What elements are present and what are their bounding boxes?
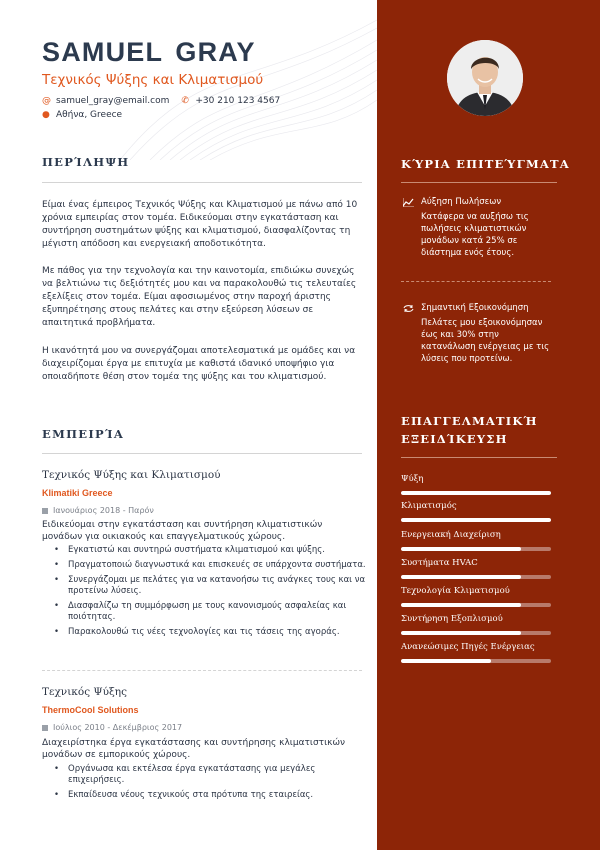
achievement-text: Πελάτες μου εξοικονόμησαν έως και 30% στην κατανάλωση ενέργειας με τις λύσεις που προτείνω.: [421, 318, 550, 364]
summary-paragraph: Με πάθος για την τεχνολογία και την καινοτομία, επιδιώκω συνεχώς να βελτιώνω τις δεξιότητές μου και να παρακολουθώ τις τελευταίες εξελίξεις στον τομέα. Είμαι αφοσιωμένος στην παροχή άριστης εξυπηρέτησης στους πελάτες και στην εξεύρεση λύσεων σε απαιτητικά προβλήματα.: [42, 266, 357, 328]
job-dates: [42, 506, 154, 515]
list-item: • Οργάνωσα και εκτέλεσα έργα εγκατάστασης για μεγάλες επιχειρήσεις.: [54, 764, 366, 786]
skills-heading-line1: ΕΠΑΓΓΕΛΜΑΤΙΚΉ: [401, 414, 538, 428]
job-bullet-list: [54, 764, 366, 805]
sidebar-divider: [401, 182, 557, 183]
list-item: • Παρακολουθώ τις νέες τεχνολογίες και τις τάσεις της αγοράς.: [54, 627, 366, 638]
email-text[interactable]: samuel_gray@email.com: [56, 96, 170, 106]
skill-label: Κλιματισμός: [401, 501, 457, 511]
at-icon: @: [42, 96, 51, 106]
skills-heading-line2: ΕΞΕΙΔΊΚΕΥΣΗ: [401, 432, 508, 446]
skill-bar: [401, 631, 551, 635]
skill-bar-fill: [401, 631, 521, 635]
achievement-divider: [401, 281, 551, 282]
phone-icon: ✆: [181, 96, 189, 106]
skill-label: Ανανεώσιμες Πηγές Ενέργειας: [401, 642, 535, 652]
list-item: • Διασφαλίζω τη συμμόρφωση με τους κανονισμούς ασφαλείας και ποιότητας.: [54, 601, 366, 623]
list-item: • Πραγματοποιώ διαγνωστικά και επισκευές σε υπάρχοντα συστήματα.: [54, 560, 366, 571]
job-title: Τεχνικός Ψύξης και Κλιματισμού: [42, 469, 221, 481]
sidebar-divider: [401, 457, 557, 458]
skill-label: Ενεργειακή Διαχείριση: [401, 530, 501, 540]
skill-bar: [401, 575, 551, 579]
skill-label: Ψύξη: [401, 474, 424, 484]
experience-heading: ΕΜΠΕΙΡΊΑ: [42, 427, 125, 441]
skill-bar-fill: [401, 575, 521, 579]
job-title: Τεχνικός Ψύξης: [42, 686, 127, 698]
job-dates-text: Ιανουάριος 2018 - Παρόν: [53, 506, 154, 515]
skill-bar: [401, 491, 551, 495]
company-name: Klimatiki Greece: [42, 488, 113, 498]
skill-label: Συντήρηση Εξοπλισμού: [401, 614, 503, 624]
location-pin-icon: ●: [42, 110, 50, 120]
achievements-heading: ΚΎΡΙΑ ΕΠΙΤΕΎΓΜΑΤΑ: [401, 157, 570, 171]
achievement-title: Σημαντική Εξοικονόμηση: [421, 303, 529, 313]
phone-text[interactable]: +30 210 123 4567: [195, 96, 281, 106]
section-divider: [42, 182, 362, 183]
calendar-icon: [42, 725, 48, 731]
skill-bar: [401, 603, 551, 607]
job-description: Διαχειρίστηκα έργα εγκατάστασης και συντήρησης κλιματιστικών μονάδων σε εμπορικούς χώρους.: [42, 738, 346, 760]
achievement-title: Αύξηση Πωλήσεων: [421, 197, 502, 207]
profile-photo: [447, 40, 523, 116]
skill-label: Τεχνολογία Κλιματισμού: [401, 586, 510, 596]
skill-bar-fill: [401, 518, 551, 522]
company-name: ThermoCool Solutions: [42, 705, 139, 715]
contact-row: [42, 96, 280, 106]
job-description: Ειδικεύομαι στην εγκατάσταση και συντήρηση κλιματιστικών μονάδων για οικιακούς και επαγγελματικούς χώρους.: [42, 520, 323, 542]
candidate-name: SAMUEL GRAY: [42, 37, 256, 67]
candidate-job-title: Τεχνικός Ψύξης και Κλιματισμού: [42, 72, 264, 88]
summary-paragraph: Η ικανότητά μου να συνεργάζομαι αποτελεσματικά με ομάδες και να διαχειρίζομαι έργα με επιτυχία με καθιστά ιδανικό υποψήφιο για οποιαδήποτε θέση στον τομέα της ψύξης και του κλιματισμού.: [42, 346, 356, 382]
skill-bar-fill: [401, 659, 491, 663]
summary-paragraph: Είμαι ένας έμπειρος Τεχνικός Ψύξης και Κλιματισμού με πάνω από 10 χρόνια εμπειρίας στον τομέα. Ειδικεύομαι στην εγκατάσταση και συντήρηση συστημάτων ψύξης και κλιματισμού, διασφαλίζοντας τη μέγιστη απόδοση και ενεργειακή αποδοτικότητα.: [42, 200, 358, 249]
skill-bar: [401, 659, 551, 663]
job-divider: [42, 670, 362, 671]
section-divider: [42, 453, 362, 454]
job-dates: [42, 723, 182, 732]
skill-label: Συστήματα HVAC: [401, 558, 478, 568]
location-row: [42, 110, 122, 120]
list-item: • Εκπαίδευσα νέους τεχνικούς στα πρότυπα της εταιρείας.: [54, 790, 366, 801]
summary-heading: ΠΕΡΊΛΗΨΗ: [42, 155, 130, 169]
skill-bar: [401, 518, 551, 522]
calendar-icon: [42, 508, 48, 514]
location-text: Αθήνα, Greece: [56, 110, 123, 120]
list-item: • Συνεργάζομαι με πελάτες για να κατανοήσω τις ανάγκες τους και να προτείνω λύσεις.: [54, 575, 366, 597]
skill-bar: [401, 547, 551, 551]
list-item: • Εγκατιστώ και συντηρώ συστήματα κλιματισμού και ψύξης.: [54, 545, 366, 556]
skill-bar-fill: [401, 491, 551, 495]
skill-bar-fill: [401, 547, 521, 551]
recycle-icon: [403, 304, 414, 316]
skill-bar-fill: [401, 603, 521, 607]
job-bullet-list: [54, 545, 366, 642]
job-dates-text: Ιούλιος 2010 - Δεκέμβριος 2017: [53, 723, 183, 732]
achievement-text: Κατάφερα να αυξήσω τις πωλήσεις κλιματιστικών μονάδων κατά 25% σε διάστημα ενός έτους.: [421, 212, 529, 258]
trend-chart-icon: [403, 198, 414, 210]
